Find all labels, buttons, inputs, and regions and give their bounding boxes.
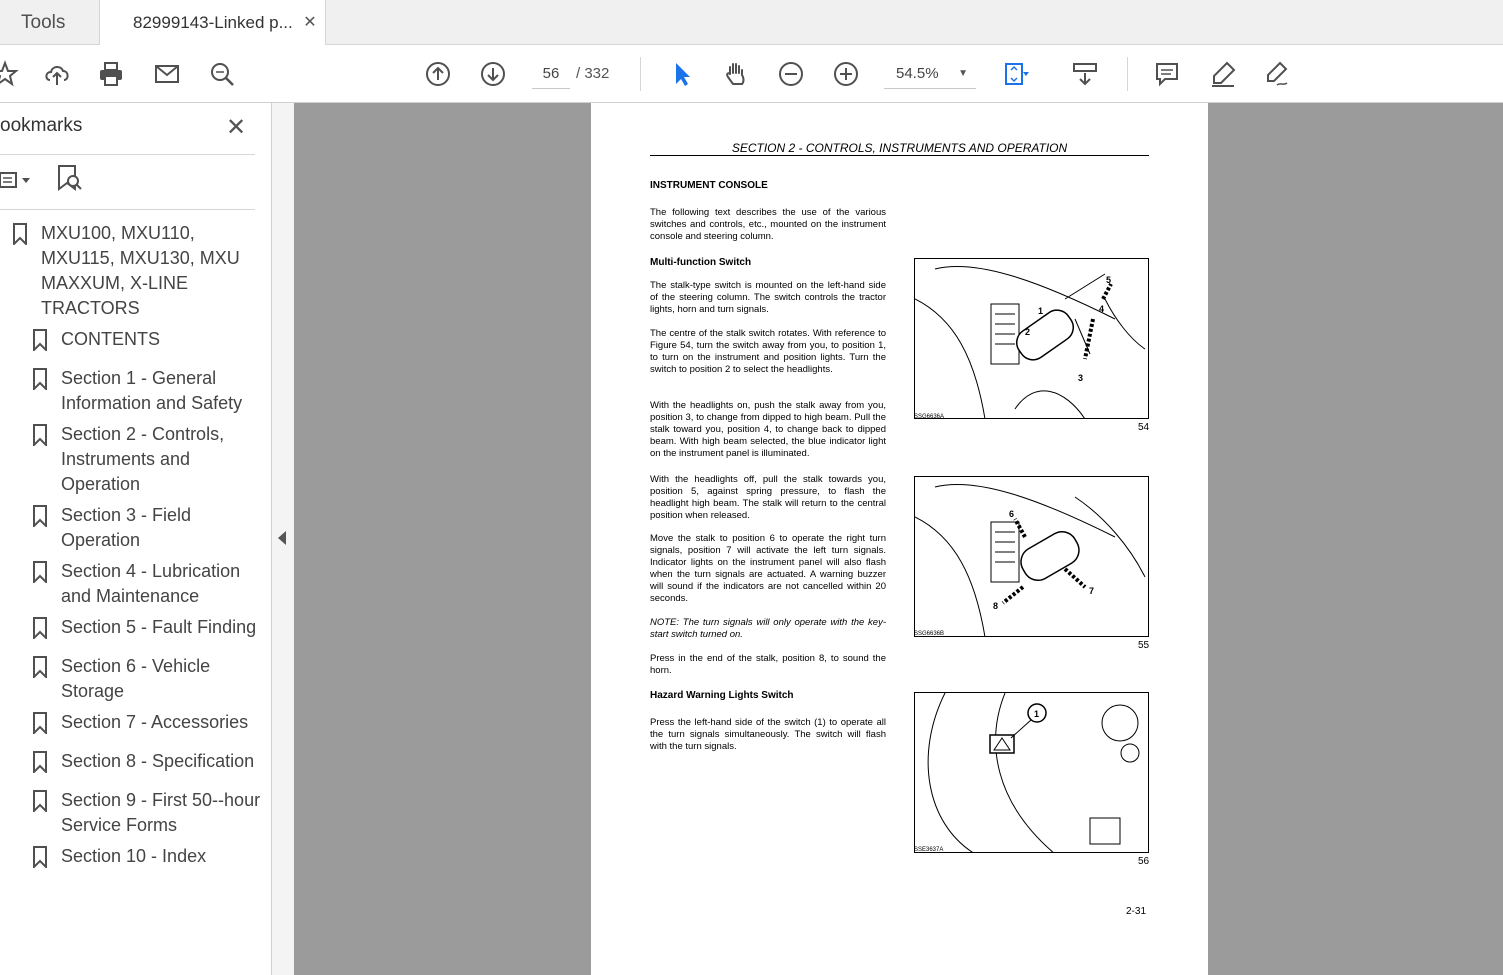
page-total-label: / 332	[576, 65, 610, 82]
scroll-mode-icon[interactable]	[1068, 57, 1102, 91]
find-bookmark-icon[interactable]	[55, 163, 83, 193]
page-number-input[interactable]: 56	[532, 59, 570, 89]
bookmark-item[interactable]: Section 3 - Field Operation	[61, 505, 192, 550]
figure-54-number: 54	[1138, 422, 1150, 433]
previous-page-icon[interactable]	[421, 57, 455, 91]
callout-label: 1	[1034, 709, 1040, 719]
zoom-in-icon[interactable]	[829, 57, 863, 91]
paragraph-turn-signals: Move the stalk to position 6 to operate the right turn signals, position 7 will activate the left turn signals. Indicator lights on the instrument panel will also flash when the turn signals are actuated. A warning buzzer will sound if the indicators are not cancelled within 20 seconds.	[650, 533, 886, 604]
highlight-pen-icon[interactable]	[1206, 57, 1240, 91]
tab-tools[interactable]: Tools	[0, 0, 100, 45]
bookmark-icon	[32, 656, 48, 678]
figure-56-number: 56	[1138, 856, 1150, 867]
zoom-level-select[interactable]	[884, 59, 976, 89]
bookmark-item[interactable]: CONTENTS	[61, 329, 160, 349]
sign-pen-icon[interactable]	[1260, 57, 1294, 91]
pdf-page	[591, 103, 1208, 975]
collapse-arrow-icon	[278, 531, 286, 545]
toolbar-divider	[640, 57, 641, 91]
bookmark-icon	[32, 561, 48, 583]
panel-title: ookmarks	[0, 115, 83, 136]
bookmark-icon	[32, 329, 48, 351]
bookmark-icon	[32, 617, 48, 639]
callout-label: 1	[1038, 306, 1044, 316]
bookmark-item[interactable]: Section 8 - Specification	[61, 751, 255, 771]
zoom-out-icon[interactable]	[774, 57, 808, 91]
toolbar-divider	[1127, 57, 1128, 91]
figure-54-illustration	[914, 258, 1149, 419]
figure-55-code: SSG6636B	[914, 631, 945, 637]
paragraph-hazard: Press the left-hand side of the switch (1) to operate all the turn signals simultaneously. The switch will flash with the turn signals.	[650, 717, 886, 752]
bookmark-icon	[32, 751, 48, 773]
close-tab-icon[interactable]: ✕	[303, 14, 317, 31]
bookmark-item[interactable]: Section 1 - General Information and Safety	[61, 368, 243, 413]
main-toolbar	[0, 45, 1503, 103]
bookmark-item[interactable]: Section 5 - Fault Finding	[61, 617, 257, 637]
panel-divider	[0, 154, 255, 155]
bookmark-item[interactable]: Section 9 - First 50--hour Service Forms	[61, 790, 261, 835]
paragraph-intro: The following text describes the use of the various switches and controls, etc., mounted on the instrument console and steering column.	[650, 207, 886, 242]
bookmark-icon	[32, 712, 48, 734]
callout-label: 7	[1089, 586, 1095, 596]
bookmark-icon	[32, 790, 48, 812]
email-icon[interactable]	[150, 57, 184, 91]
bookmark-icon	[32, 505, 48, 527]
chevron-down-icon: ▼	[958, 68, 968, 79]
figure-55-illustration	[914, 476, 1149, 637]
paragraph-note: NOTE: The turn signals will only operate with the key-start switch turned on.	[650, 617, 886, 640]
figure-55-number: 55	[1138, 640, 1150, 651]
bookmark-item[interactable]: Section 7 - Accessories	[61, 712, 249, 732]
paragraph-headlights-off: With the headlights off, pull the stalk towards you, position 5, against spring pressure, to flash the headlight high beam. The stalk will return to the central position when released.	[650, 474, 886, 521]
bookmark-item[interactable]: Section 10 - Index	[61, 846, 207, 866]
paragraph-headlights-on: With the headlights on, push the stalk away from you, position 3, to change from dipped to high beam. Pull the stalk toward you, position 4, to change back to dipped beam. With high beam selected, the blue indicator light on the instrument panel is illuminated.	[650, 400, 886, 459]
panel-divider	[0, 209, 255, 210]
header-rule	[650, 155, 1149, 156]
heading-instrument-console: INSTRUMENT CONSOLE	[650, 180, 768, 191]
zoom-level-value: 54.5%	[896, 65, 939, 82]
bookmarks-panel	[0, 103, 272, 975]
bookmark-icon	[32, 368, 48, 390]
page-footer: 2-31	[1126, 906, 1147, 917]
callout-label: 5	[1106, 275, 1112, 285]
bookmark-options-icon[interactable]	[0, 167, 34, 193]
star-icon[interactable]	[0, 57, 22, 91]
cloud-upload-icon[interactable]	[40, 57, 74, 91]
tab-document[interactable]: 82999143-Linked p...	[100, 0, 326, 46]
paragraph-stalk: The stalk-type switch is mounted on the left-hand side of the steering column. The switch controls the tractor lights, horn and turn signals.	[650, 280, 886, 315]
callout-label: 8	[993, 601, 999, 611]
figure-54-code: SSG6636A	[914, 414, 945, 420]
figure-56-illustration	[914, 692, 1149, 853]
bookmark-item[interactable]: MXU100, MXU110, MXU115, MXU130, MXU MAXXUM, X-LINE TRACTORS	[41, 223, 240, 318]
heading-hazard: Hazard Warning Lights Switch	[650, 690, 794, 701]
next-page-icon[interactable]	[476, 57, 510, 91]
bookmark-item[interactable]: Section 2 - Controls, Instruments and Operation	[61, 424, 225, 494]
callout-label: 2	[1025, 327, 1031, 337]
panel-collapse-handle[interactable]	[272, 103, 294, 975]
heading-multi-function: Multi-function Switch	[650, 257, 752, 268]
document-viewer[interactable]	[294, 103, 1503, 975]
tab-bar	[0, 0, 1503, 45]
bookmark-icon	[32, 846, 48, 868]
comment-icon[interactable]	[1150, 57, 1184, 91]
fit-page-icon[interactable]	[998, 57, 1032, 91]
bookmark-item[interactable]: Section 4 - Lubrication and Maintenance	[61, 561, 241, 606]
paragraph-horn: Press in the end of the stalk, position 8, to sound the horn.	[650, 653, 886, 676]
bookmark-icon	[12, 223, 28, 245]
print-icon[interactable]	[94, 57, 128, 91]
search-icon[interactable]	[205, 57, 239, 91]
close-panel-icon[interactable]: ✕	[225, 114, 247, 141]
bookmark-item[interactable]: Section 6 - Vehicle Storage	[61, 656, 211, 701]
figure-56-code: SSE3637A	[914, 847, 944, 853]
callout-label: 3	[1078, 373, 1084, 383]
section-header: SECTION 2 - CONTROLS, INSTRUMENTS AND OPERATION	[731, 141, 1068, 155]
callout-label: 6	[1009, 509, 1015, 519]
hand-tool-icon[interactable]	[719, 57, 753, 91]
bookmark-icon	[32, 424, 48, 446]
select-cursor-icon[interactable]	[664, 57, 698, 91]
paragraph-centre: The centre of the stalk switch rotates. With reference to Figure 54, turn the switch away from you, to position 1, to turn on the instrument and position lights. Turn the switch to position 2 to select the headlights.	[650, 328, 886, 375]
callout-label: 4	[1099, 304, 1105, 314]
